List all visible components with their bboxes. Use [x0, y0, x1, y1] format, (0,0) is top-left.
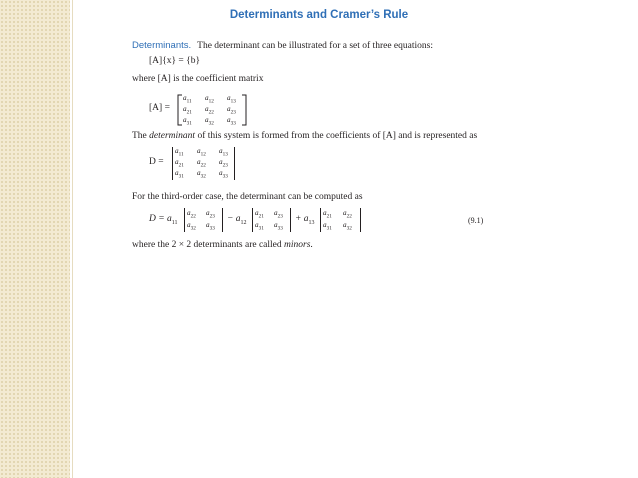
matrix-cell: $a_{12}$ [205, 94, 214, 105]
expansion-term-2: − $a_{12}$ [227, 214, 247, 226]
matrix-cell: $a_{31}$ [183, 116, 192, 127]
decorative-side-strip [0, 0, 70, 478]
determinant-left-bar [172, 147, 173, 180]
matrix-cell: $a_{21}$ [175, 158, 184, 169]
matrix-cell: $a_{22}$ [205, 105, 214, 116]
third-order-text: For the third-order case, the determinant can be computed as [132, 192, 363, 202]
matrix-cell: $a_{21}$ [183, 105, 192, 116]
divider [72, 0, 73, 478]
matrix-cell: $a_{23}$ [227, 105, 236, 116]
expansion-lhs: $D = a_{11}$ [149, 214, 178, 226]
matrix-cell: $a_{11}$ [175, 147, 184, 158]
matrix-cell: $a_{13}$ [227, 94, 236, 105]
minor-cell: $a_{31}$ [255, 221, 264, 232]
minor-3 [323, 209, 363, 233]
determinant-right-bar [234, 147, 235, 180]
minors-text: where the 2 × 2 determinants are called minors. [132, 240, 313, 250]
slide-title: Determinants and Cramer’s Rule [229, 9, 409, 21]
matrix-cell: $a_{13}$ [219, 147, 228, 158]
coefficient-matrix-text: where [A] is the coefficient matrix [132, 74, 264, 84]
matrix-cell: $a_{22}$ [197, 158, 206, 169]
minor-cell: $a_{22}$ [343, 209, 352, 220]
minor-cell: $a_{32}$ [187, 221, 196, 232]
equation-ax-b: [A]{x} = {b} [149, 56, 201, 66]
determinant-matrix [175, 147, 237, 180]
minor-cell: $a_{21}$ [323, 209, 332, 220]
matrix-cell: $a_{12}$ [197, 147, 206, 158]
matrix-cell: $a_{33}$ [227, 116, 236, 127]
minor-2 [255, 209, 295, 233]
minor-cell: $a_{32}$ [343, 221, 352, 232]
minor-cell: $a_{31}$ [323, 221, 332, 232]
minor-cell: $a_{22}$ [187, 209, 196, 220]
minor-cell: $a_{23}$ [206, 209, 215, 220]
section-heading: Determinants. [132, 40, 192, 51]
minor2-right-bar [290, 208, 291, 232]
minor1-left-bar [184, 208, 185, 232]
matrix-cell: $a_{31}$ [175, 169, 184, 180]
determinant-label: D = [149, 157, 164, 167]
matrix-cell: $a_{32}$ [205, 116, 214, 127]
matrix-label: [A] = [149, 103, 170, 113]
minor-1 [187, 209, 227, 233]
minor-cell: $a_{33}$ [206, 221, 215, 232]
minor-cell: $a_{21}$ [255, 209, 264, 220]
minor1-right-bar [222, 208, 223, 232]
coefficient-matrix [183, 94, 245, 126]
equation-number: (9.1) [468, 216, 484, 225]
minor-cell: $a_{23}$ [274, 209, 283, 220]
intro-paragraph [132, 40, 433, 51]
matrix-cell: $a_{11}$ [183, 94, 192, 105]
matrix-right-bracket [240, 94, 248, 126]
matrix-cell: $a_{23}$ [219, 158, 228, 169]
minor3-left-bar [320, 208, 321, 232]
minor3-right-bar [360, 208, 361, 232]
intro-text: The determinant can be illustrated for a set of three equations: [197, 41, 433, 51]
minor-cell: $a_{33}$ [274, 221, 283, 232]
matrix-cell: $a_{33}$ [219, 169, 228, 180]
minor2-left-bar [252, 208, 253, 232]
matrix-cell: $a_{32}$ [197, 169, 206, 180]
determinant-text: The determinant of this system is formed from the coefficients of [A] and is represented as [132, 131, 478, 141]
expansion-term-3: + $a_{13}$ [295, 214, 315, 226]
